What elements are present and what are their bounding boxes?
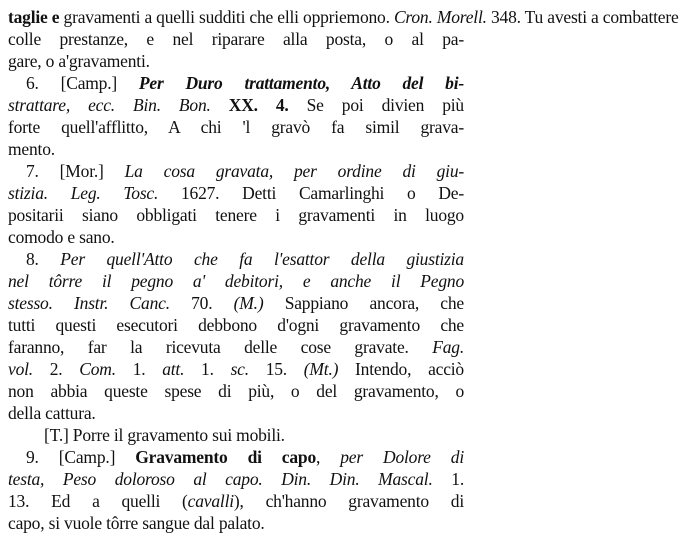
text-run: colle prestanze, e nel riparare alla posta, o al pa-: [8, 29, 464, 49]
text-line: [8, 336, 464, 358]
text-run: ), ch'hanno gravamento di: [233, 491, 464, 511]
text-run: Se poi divien più: [288, 95, 464, 115]
text-line: [8, 358, 464, 380]
text-run: forte quell'afflitto, A chi 'l gravò fa simil grava-: [8, 117, 464, 137]
text-line: [8, 226, 464, 248]
text-run: 1.: [115, 359, 163, 379]
text-run: 1.: [184, 359, 231, 379]
text-run: cavalli: [187, 491, 234, 511]
text-line: [8, 248, 464, 270]
text-run: XX. 4.: [210, 95, 289, 115]
text-run: stizia. Leg. Tosc.: [8, 183, 159, 203]
text-run: Sappiano ancora, che: [263, 293, 464, 313]
text-run: testa, Peso doloroso al capo. Din. Din. Mascal.: [8, 469, 433, 489]
text-line: [8, 446, 464, 468]
text-run: 9. [Camp.]: [26, 447, 136, 467]
text-line: [8, 116, 464, 138]
text-run: vol.: [8, 359, 33, 379]
text-run: comodo e sano.: [8, 227, 115, 247]
text-run: 1.: [432, 469, 465, 489]
text-run: Per quell'Atto che fa l'esattor della giustizia: [60, 249, 464, 269]
text-run: stesso. Instr. Canc.: [8, 293, 170, 313]
text-run: 1627. Detti Camarlinghi o De-: [158, 183, 464, 203]
text-line: [8, 424, 464, 446]
text-run: 7. [Mor.]: [26, 161, 125, 181]
text-line: [8, 468, 464, 490]
text-line: [8, 402, 464, 424]
text-run: [T.] Porre il gravamento sui mobili.: [44, 425, 285, 445]
text-line: [8, 292, 464, 314]
text-run: sc.: [230, 359, 249, 379]
text-run: positarii siano obbligati tenere i gravamenti in luogo: [8, 205, 464, 225]
text-run: 2.: [32, 359, 80, 379]
text-run: strattare, ecc. Bin. Bon.: [8, 95, 211, 115]
text-line: [8, 28, 464, 50]
text-line: [8, 270, 464, 292]
text-run: capo, si vuole tôrre sangue dal palato.: [8, 513, 265, 533]
text-run: ,: [316, 447, 341, 467]
text-line: [8, 72, 464, 94]
text-run: att.: [162, 359, 185, 379]
text-run: 348. Tu avesti a combattere: [486, 7, 679, 27]
text-line: [8, 138, 464, 160]
text-line: [8, 314, 464, 336]
text-line: [8, 6, 679, 28]
text-run: (Mt.): [303, 359, 339, 379]
text-run: per Dolore di: [340, 447, 464, 467]
text-run: non abbia queste spese di più, o del gravamento, o: [8, 381, 464, 401]
text-line: [8, 380, 464, 402]
text-run: Cron. Morell.: [393, 7, 487, 27]
text-line: [8, 204, 464, 226]
text-line: [8, 94, 464, 116]
text-run: gravamenti a quelli sudditi che elli oppriemono.: [59, 7, 394, 27]
text-run: Gravamento di capo: [135, 447, 317, 467]
text-run: (M.): [233, 293, 264, 313]
text-run: della cattura.: [8, 403, 96, 423]
text-run: Com.: [79, 359, 116, 379]
text-run: taglie e: [8, 7, 60, 27]
text-line: [8, 490, 464, 512]
text-run: La cosa gravata, per ordine di giu-: [124, 161, 464, 181]
text-run: Intendo, acciò: [338, 359, 464, 379]
text-run: nel tôrre il pegno a' debitori, e anche il Pegno: [8, 271, 464, 291]
text-run: gare, o a'gravamenti.: [8, 51, 150, 71]
text-run: 15.: [248, 359, 304, 379]
text-run: 6. [Camp.]: [26, 73, 139, 93]
text-run: 8.: [26, 249, 61, 269]
text-run: Fag.: [432, 337, 464, 357]
text-run: 70.: [169, 293, 234, 313]
text-run: faranno, far la ricevuta delle cose gravate.: [8, 337, 433, 357]
text-run: Per Duro trattamento, Atto del bi-: [138, 73, 464, 93]
text-line: [8, 512, 464, 534]
text-line: [8, 160, 464, 182]
text-line: [8, 182, 464, 204]
text-run: 13. Ed a quelli (: [8, 491, 188, 511]
text-run: mento.: [8, 139, 55, 159]
text-line: [8, 50, 464, 72]
dictionary-page: [8, 6, 679, 534]
text-run: tutti questi esecutori debbono d'ogni gravamento che: [8, 315, 464, 335]
